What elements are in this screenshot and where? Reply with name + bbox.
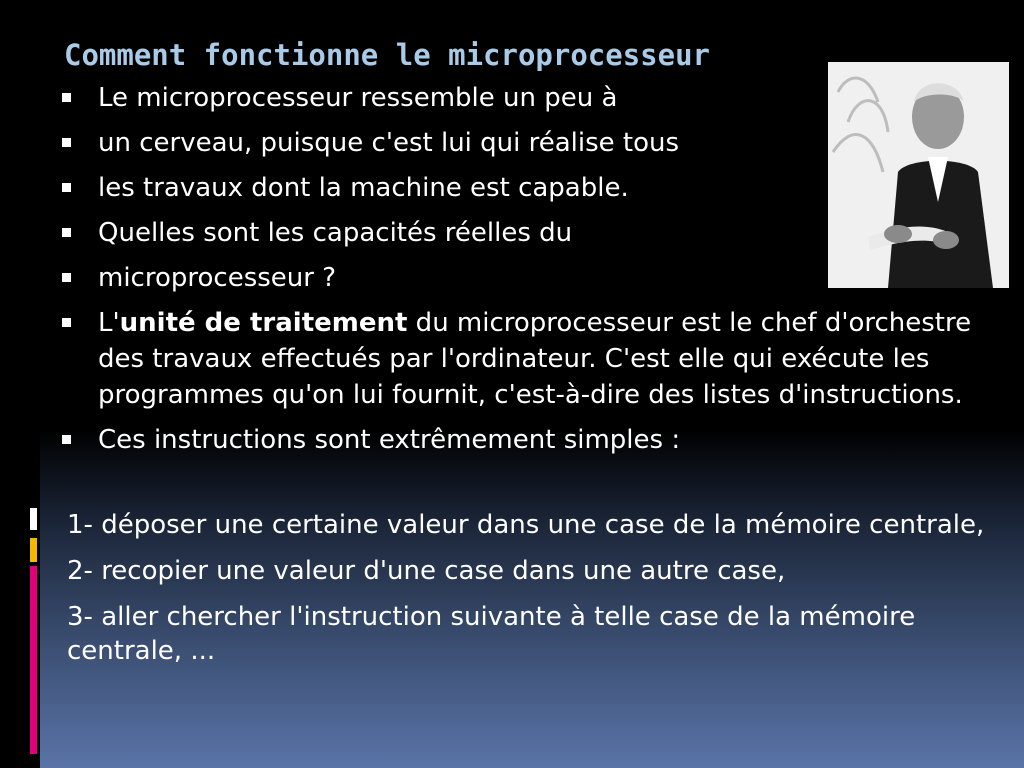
bullet-item: Ces instructions sont extrêmement simples : [60, 422, 1000, 458]
bullet-item-unite: L'unité de traitement du microprocesseur est le chef d'orchestre des travaux effectués par l'ordinateur. C'est elle qui exécute les programmes qu'on lui fournit, c'est-à-dire des listes d'instructions. [60, 305, 1000, 413]
accent-white-bar [30, 508, 37, 530]
bullet-item: microprocesseur ? [60, 260, 1000, 296]
instruction-item: 2- recopier une valeur d'une case dans une autre case, [67, 556, 786, 586]
bullet-square-icon [62, 183, 71, 192]
bullet-item: Le microprocesseur ressemble un peu à [60, 80, 1000, 116]
numbered-instructions [67, 508, 997, 680]
bullet-list [60, 80, 1000, 467]
accent-magenta-bar [30, 566, 37, 754]
bullet-item: les travaux dont la machine est capable. [60, 170, 1000, 206]
accent-yellow-bar [30, 538, 37, 562]
bullet-square-icon [62, 138, 71, 147]
bullet-square-icon [62, 228, 71, 237]
instruction-item: 1- déposer une certaine valeur dans une case de la mémoire centrale, [67, 510, 985, 540]
slide-title: Comment fonctionne le microprocesseur [64, 38, 711, 72]
bullet-square-icon [62, 435, 71, 444]
bullet-square-icon [62, 318, 71, 327]
instruction-item: 3- aller chercher l'instruction suivante à telle case de la mémoire centrale, ... [67, 602, 916, 666]
left-decoration-strip [0, 0, 40, 768]
bullet-square-icon [62, 93, 71, 102]
bullet-item: un cerveau, puisque c'est lui qui réalise tous [60, 125, 1000, 161]
bullet-square-icon [62, 273, 71, 282]
bullet-item: Quelles sont les capacités réelles du [60, 215, 1000, 251]
unite-bold-term: unité de traitement [119, 308, 408, 338]
